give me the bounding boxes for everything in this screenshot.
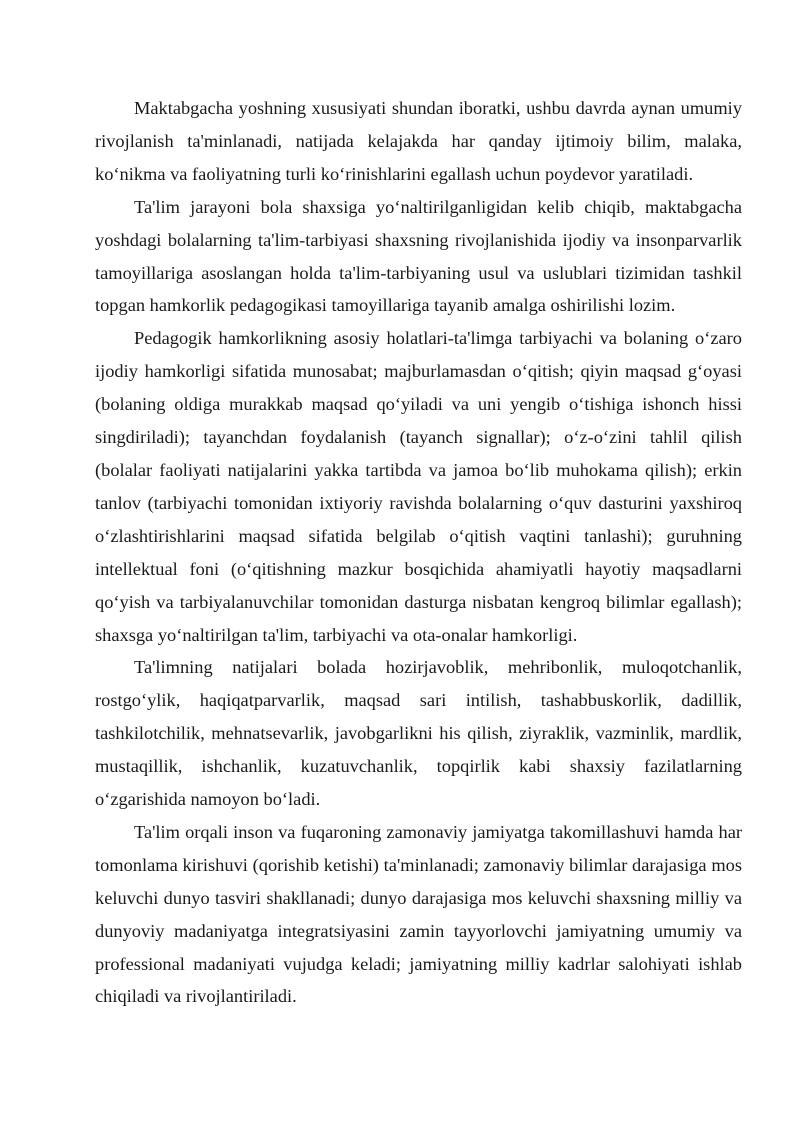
paragraph-1: Maktabgacha yoshning xususiyati shundan iboratki, ushbu davrda aynan umumiy rivojlanish ta'minlanadi, natijada kelajakda har qanday ijtimoiy bilim, malaka, ko‘nikma va faoliyatning turli ko‘rinishlarini egallash uchun poydevor yaratiladi. xyxy=(95,98,742,184)
paragraph-4: Ta'limning natijalari bolada hozirjavoblik, mehribonlik, muloqotchanlik, rostgo‘ylik, haqiqatparvarlik, maqsad sari intilish, tashabbuskorlik, dadillik, tashkilotchilik, mehnatsevarlik, javobgarlikni his qilish, ziyraklik, vazminlik, mardlik, mustaqillik, ishchanlik, kuzatuvchanlik, topqirlik kabi shaxsiy fazilatlarning o‘zgarishida namoyon bo‘ladi. xyxy=(95,657,742,810)
paragraph-5: Ta'lim orqali inson va fuqaroning zamonaviy jamiyatga takomillashuvi hamda har tomonlama kirishuvi (qorishib ketishi) ta'minlanadi; zamonaviy bilimlar darajasiga mos keluvchi dunyo tasviri shakllanadi; dunyo darajasiga mos keluvchi shaxsning milliy va dunyoviy madaniyatga integratsiyasini zamin tayyorlovchi jamiyatning umumiy va professional madaniyati vujudga keladi; jamiyatning milliy kadrlar salohiyati ishlab chiqiladi va rivojlantiriladi. xyxy=(95,821,742,1007)
paragraph-3: Pedagogik hamkorlikning asosiy holatlari-ta'limga tarbiyachi va bolaning o‘zaro ijodiy hamkorligi sifatida munosabat; majburlamasdan o‘qitish; qiyin maqsad g‘oyasi (bolaning oldiga murakkab maqsad qo‘yiladi va uni yengib o‘tishiga ishonch hissi singdiriladi); tayanchdan foydalanish (tayanch signallar); o‘z-o‘zini tahlil qilish (bolalar faoliyati natijalarini yakka tartibda va jamoa bo‘lib muhokama qilish); erkin tanlov (tarbiyachi tomonidan ixtiyoriy ravishda bolalarning o‘quv dasturini yaxshiroq o‘zlashtirishlarini maqsad sifatida belgilab o‘qitish vaqtini tanlashi); guruhning intellektual foni (o‘qitishning mazkur bosqichida ahamiyatli hayotiy maqsadlarni qo‘yish va tarbiyalanuvchilar tomonidan dasturga nisbatan kengroq bilimlar egallash); shaxsga yo‘naltirilgan ta'lim, tarbiyachi va ota-onalar hamkorligi. xyxy=(95,328,742,645)
body-text xyxy=(95,92,742,1013)
paragraph-2: Ta'lim jarayoni bola shaxsiga yo‘naltirilganligidan kelib chiqib, maktabgacha yoshdagi bolalarning ta'lim-tarbiyasi shaxsning rivojlanishida ijodiy va insonparvarlik tamoyillariga asoslangan holda ta'lim-tarbiyaning usul va uslublari tizimidan tashkil topgan hamkorlik pedagogikasi tamoyillariga tayanib amalga oshirilishi lozim. xyxy=(95,196,742,316)
